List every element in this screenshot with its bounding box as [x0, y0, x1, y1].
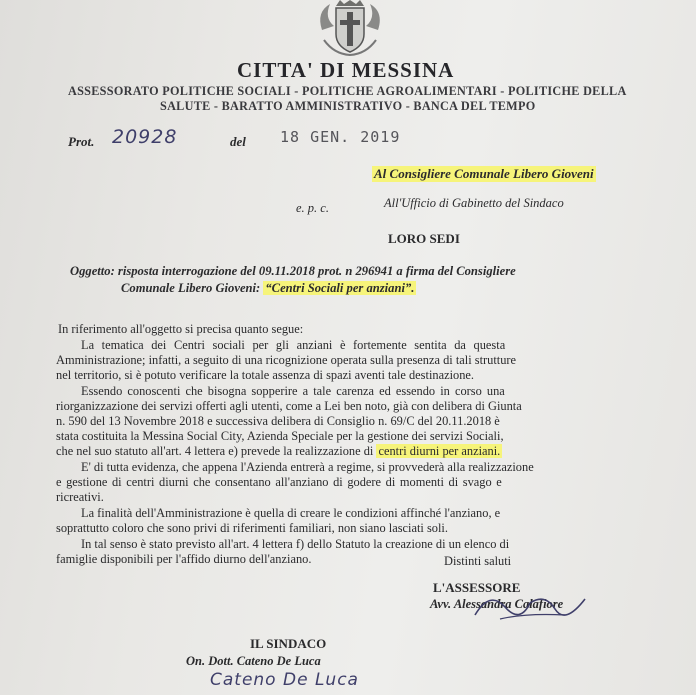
body-line: stata costituita la Messina Social City, Azienda Speciale per la gestione dei servizi Sociali,: [56, 429, 504, 443]
body-highlight: centri diurni per anziani.: [378, 444, 501, 458]
body-line: La finalità dell'Amministrazione è quella di creare le condizioni affinché l'anziano, e: [81, 506, 501, 520]
body-line: Essendo conoscenti che bisogna sopperire a tale carenza ed essendo in corso una: [81, 384, 505, 398]
closing-salutation: Distinti saluti: [444, 554, 512, 568]
department-line-1: ASSESSORATO POLITICHE SOCIALI - POLITICHE AGROALIMENTARI - POLITICHE DELLA: [68, 84, 627, 98]
closing-assessore-title: L'ASSESSORE: [433, 580, 521, 595]
closing-sindaco-title: IL SINDACO: [250, 636, 327, 651]
addressee-councillor: Al Consigliere Comunale Libero Gioveni: [374, 166, 594, 181]
prot-number-handwritten: 20928: [112, 126, 178, 148]
body-line: famiglie disponibili per l'affido diurno dell'anziano.: [56, 552, 312, 566]
body-line: La tematica dei Centri sociali per gli anziani è fortemente sentita da questa: [81, 338, 506, 352]
department-line-2: SALUTE - BARATTO AMMINISTRATIVO - BANCA DEL TEMPO: [160, 99, 536, 113]
loro-sedi: LORO SEDI: [388, 231, 460, 246]
coat-of-arms-emblem: [314, 0, 386, 56]
body-line: nel territorio, si è potuto verificare la totale assenza di spazi aventi tale destinazione.: [56, 368, 475, 382]
body-line: In tal senso è stato previsto all'art. 4 lettera f) dello Statuto la creazione di un elenco di: [81, 537, 510, 551]
body-line: soprattutto coloro che sono privi di riferimenti familiari, non siano lasciati soli.: [56, 521, 448, 535]
body-line: e gestione di centri diurni che consentano all'anziano di godere di momenti di svago e: [56, 475, 502, 489]
body-line-9-prefix: che nel suo statuto all'art. 4 lettera e) prevede la realizzazione di: [56, 444, 377, 458]
body-line: Amministrazione; infatti, a seguito di una ricognizione operata sulla presenza di tali strutture: [56, 353, 517, 367]
city-title: CITTA' DI MESSINA: [237, 58, 455, 82]
del-label: del: [230, 134, 246, 149]
body-line: In riferimento all'oggetto si precisa quanto segue:: [58, 322, 304, 336]
date-stamp: 18 GEN. 2019: [280, 128, 401, 146]
subject-highlight: “Centri Sociali per anziani”.: [265, 281, 415, 295]
closing-assessore-name: Avv. Alessandra Calafiore: [430, 597, 564, 611]
subject-line-2: [121, 281, 416, 296]
subject-line-1: Oggetto: risposta interrogazione del 09.11.2018 prot. n 296941 a firma del Consigliere: [70, 264, 516, 278]
body-line: n. 590 del 13 Novembre 2018 e successiva delibera di Consiglio n. 69/C del 20.11.2018 è: [56, 414, 500, 428]
body-line: ricreativi.: [56, 490, 104, 504]
body-line: riorganizzazione dei servizi offerti agli utenti, come a Lei ben noto, già con delibera di Giunta: [56, 399, 522, 413]
subject-line-2-prefix: Comunale Libero Gioveni:: [121, 281, 264, 295]
closing-sindaco-name: On. Dott. Cateno De Luca: [186, 654, 321, 668]
addressee-cabinet-office: All'Ufficio di Gabinetto del Sindaco: [384, 196, 564, 210]
sindaco-signature: Cateno De Luca: [210, 670, 359, 690]
body-line: E' di tutta evidenza, che appena l'Azienda entrerà a regime, si provvederà alla realizzazione: [81, 460, 534, 474]
prot-label: Prot.: [68, 134, 95, 149]
body-line: [56, 444, 502, 459]
epc-label: e. p. c.: [296, 201, 329, 215]
